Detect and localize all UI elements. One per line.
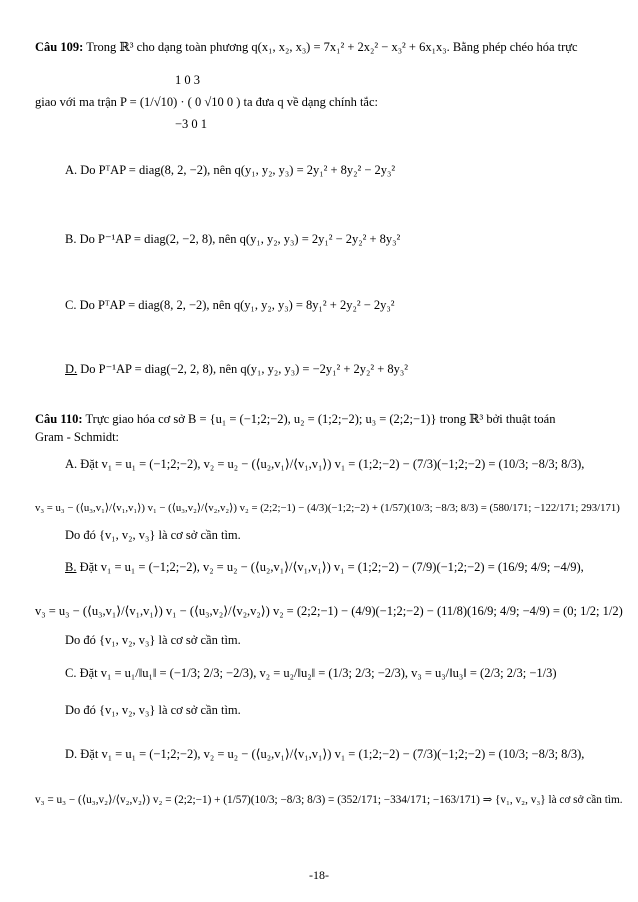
option-letter: D.	[65, 362, 78, 376]
q109-matrix-row3: −3 0 1	[175, 117, 208, 131]
option-letter: C.	[65, 666, 77, 680]
q110-option-c-line2: Do đó {v₁, v₂, v₃} là cơ sở cần tìm.	[65, 703, 241, 717]
option-text: Đặt v₁ = u₁/‖u₁‖ = (−1/3; 2/3; −2/3), v₂ = u₂/‖u₂‖ = (1/3; 2/3; −2/3), v₃ = u₃/‖u₃‖ = (2/3; 2/3; −1/3)	[79, 666, 557, 680]
option-text: Đặt v₁ = u₁ = (−1;2;−2), v₂ = u₂ − (⟨u₂,v₁⟩/⟨v₁,v₁⟩) v₁ = (1;2;−2) − (7/3)(−1;2;−2) = (10/3; −8/3; 8/3),	[80, 457, 585, 471]
option-text: Đặt v₁ = u₁ = (−1;2;−2), v₂ = u₂ − (⟨u₂,v₁⟩/⟨v₁,v₁⟩) v₁ = (1;2;−2) − (7/9)(−1;2;−2) = (16/9; 4/9; −4/9),	[79, 560, 584, 574]
option-text: Do P⁻¹AP = diag(−2, 2, 8), nên q(y₁, y₂, y₃) = −2y₁² + 2y₂² + 8y₃²	[80, 362, 409, 376]
q109-matrix-row2: giao với ma trận P = (1/√10) · ( 0 √10 0 ) ta đưa q về dạng chính tắc:	[35, 95, 378, 109]
option-text: Do PᵀAP = diag(8, 2, −2), nên q(y₁, y₂, y₃) = 2y₁² + 8y₂² − 2y₃²	[80, 163, 396, 177]
q109-option-a	[65, 163, 395, 178]
q110-option-a-line3: Do đó {v₁, v₂, v₃} là cơ sở cần tìm.	[65, 528, 241, 542]
q110-line2: Gram - Schmidt:	[35, 430, 120, 444]
option-text: Do PᵀAP = diag(8, 2, −2), nên q(y₁, y₂, y₃) = 8y₁² + 2y₂² − 2y₃²	[79, 298, 395, 312]
option-letter: C.	[65, 298, 77, 312]
option-letter: B.	[65, 232, 77, 246]
q109-statement: Trong ℝ³ cho dạng toàn phương q(x₁, x₂, x₃) = 7x₁² + 2x₂² − x₃² + 6x₁x₃. Bằng phép chéo hóa trực	[86, 40, 578, 54]
q110-option-b-line1	[65, 560, 584, 575]
q110-line1	[35, 412, 555, 427]
q110-option-a-line2: v₃ = u₃ − (⟨u₃,v₁⟩/⟨v₁,v₁⟩) v₁ − (⟨u₃,v₂⟩/⟨v₂,v₂⟩) v₂ = (2;2;−1) − (4/3)(−1;2;−2) + (1/57)(10/3; −8/3; 8/3) = (580/171; −122/171; 293/171)	[35, 502, 620, 514]
q110-option-d-line1	[65, 747, 584, 762]
option-letter: D.	[65, 747, 78, 761]
q109-option-b	[65, 232, 400, 247]
q109-line1	[35, 40, 578, 55]
option-letter: A.	[65, 163, 78, 177]
q110-option-c-line1	[65, 666, 557, 681]
option-text: Do P⁻¹AP = diag(2, −2, 8), nên q(y₁, y₂, y₃) = 2y₁² − 2y₂² + 8y₃²	[79, 232, 401, 246]
q110-option-b-line2: v₃ = u₃ − (⟨u₃,v₁⟩/⟨v₁,v₁⟩) v₁ − (⟨u₃,v₂⟩/⟨v₂,v₂⟩) v₂ = (2;2;−1) − (4/9)(−1;2;−2) − (11/8)(16/9; 4/9; −4/9) = (0; 1/2; 1/2)	[35, 604, 623, 618]
option-letter: A.	[65, 457, 78, 471]
q109-option-d	[65, 362, 408, 377]
q109-label: Câu 109:	[35, 40, 84, 54]
q110-option-b-line3: Do đó {v₁, v₂, v₃} là cơ sở cần tìm.	[65, 633, 241, 647]
q110-statement: Trực giao hóa cơ sở B = {u₁ = (−1;2;−2), u₂ = (1;2;−2); u₃ = (2;2;−1)} trong ℝ³ bởi thuật toán	[85, 412, 556, 426]
q109-matrix-row1: 1 0 3	[175, 73, 200, 87]
q110-option-a-line1	[65, 457, 584, 472]
page-number: -18-	[309, 868, 329, 882]
q110-label: Câu 110:	[35, 412, 83, 426]
option-text: Đặt v₁ = u₁ = (−1;2;−2), v₂ = u₂ − (⟨u₂,v₁⟩/⟨v₁,v₁⟩) v₁ = (1;2;−2) − (7/3)(−1;2;−2) = (10/3; −8/3; 8/3),	[80, 747, 585, 761]
q110-option-d-line2: v₃ = u₃ − (⟨u₃,v₂⟩/⟨v₂,v₂⟩) v₂ = (2;2;−1) + (1/57)(10/3; −8/3; 8/3) = (352/171; −334/171; −163/171) ⇒ {v₁, v₂, v₃} là cơ sở cần tìm.	[35, 794, 623, 806]
q109-option-c	[65, 298, 394, 313]
option-letter: B.	[65, 560, 77, 574]
